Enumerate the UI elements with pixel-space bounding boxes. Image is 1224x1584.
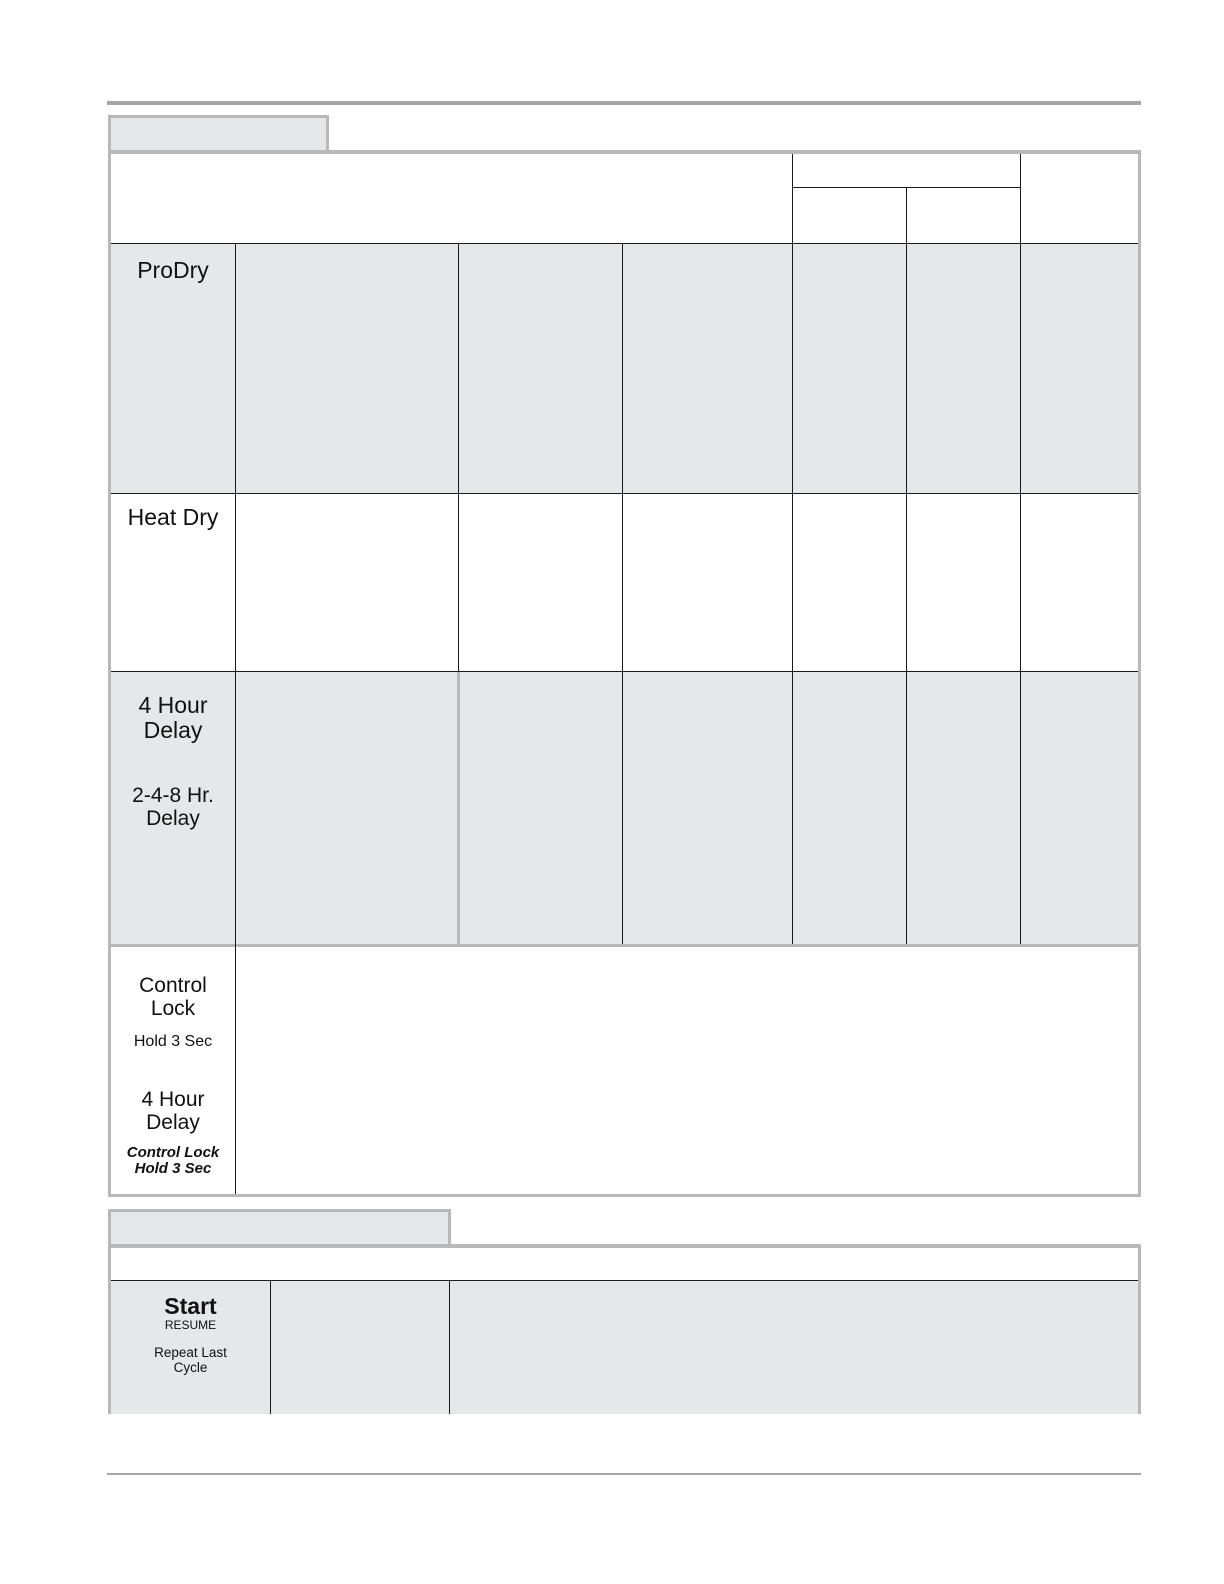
grid-line <box>111 1280 1138 1281</box>
grid-line <box>622 244 623 944</box>
resume-label: RESUME <box>164 1318 217 1332</box>
grid-line <box>458 244 459 672</box>
start-button-label: Start <box>164 1293 217 1319</box>
cycles-section-tab <box>108 1209 451 1246</box>
grid-line <box>235 244 236 1194</box>
bottom-rule <box>107 1473 1141 1475</box>
grid-line <box>111 671 1138 672</box>
grid-line <box>792 154 793 944</box>
option-note-hold-3-sec: Hold 3 Sec <box>133 1033 213 1050</box>
repeat-last-cycle-label: Repeat Last Cycle <box>154 1345 227 1375</box>
grid-line <box>457 672 460 945</box>
option-label-4-hour-delay: 4 Hour Delay <box>138 692 208 743</box>
option-label-2-4-8-hr-delay: 2-4-8 Hr. Delay <box>132 784 214 830</box>
grid-line <box>906 187 907 944</box>
top-rule <box>107 101 1141 105</box>
grid-line <box>270 1281 271 1414</box>
grid-line <box>1020 154 1021 944</box>
options-section-tab <box>108 115 329 152</box>
option-label-heat-dry: Heat Dry <box>127 504 219 530</box>
grid-line <box>111 493 1138 494</box>
option-label-control-lock: Control Lock <box>139 974 207 1020</box>
option-label-4-hour-delay-alt: 4 Hour Delay <box>141 1088 205 1134</box>
grid-line <box>449 1281 450 1414</box>
row-bg-prodry <box>111 244 1138 493</box>
grid-line <box>111 243 1138 244</box>
option-note-control-lock-hold: Control Lock Hold 3 Sec <box>126 1144 220 1178</box>
row-bg-delay <box>111 671 1138 944</box>
option-label-prodry: ProDry <box>137 257 209 283</box>
grid-line <box>111 944 1138 947</box>
